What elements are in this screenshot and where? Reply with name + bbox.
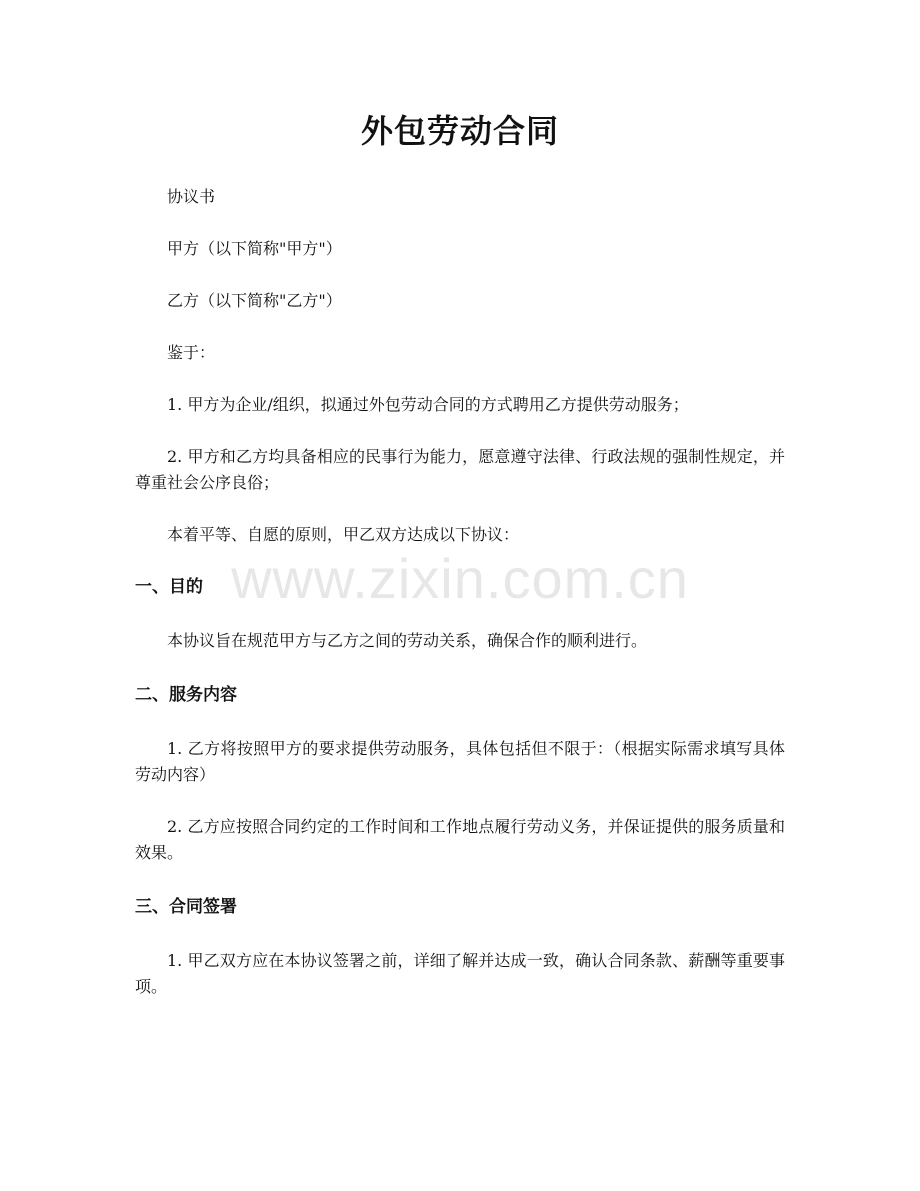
document-title: 外包劳动合同	[360, 112, 559, 150]
service-item-2: 2. 乙方应按照合同约定的工作时间和工作地点履行劳动义务，并保证提供的服务质量和效果。	[135, 817, 785, 862]
party-b-line: 乙方（以下简称"乙方"）	[167, 291, 342, 310]
agreement-label: 协议书	[167, 187, 216, 206]
whereas-item-1: 1. 甲方为企业/组织，拟通过外包劳动合同的方式聘用乙方提供劳动服务；	[167, 395, 689, 414]
watermark: www.zixin.com.cn	[231, 547, 689, 610]
document-body	[135, 184, 785, 1000]
whereas-item-2: 2. 甲方和乙方均具备相应的民事行为能力，愿意遵守法律、行政法规的强制性规定，并尊重社会公序良俗；	[135, 447, 785, 492]
section-heading-contract-signing: 三、合同签署	[135, 897, 237, 917]
whereas-label: 鉴于：	[167, 343, 216, 362]
signing-item-1: 1. 甲乙双方应在本协议签署之前，详细了解并达成一致，确认合同条款、薪酬等重要事项。	[135, 951, 785, 996]
section-heading-service-content: 二、服务内容	[135, 685, 237, 705]
party-a-line: 甲方（以下简称"甲方"）	[167, 239, 342, 258]
agreement-intro: 本着平等、自愿的原则，甲乙双方达成以下协议：	[167, 525, 520, 544]
purpose-paragraph: 本协议旨在规范甲方与乙方之间的劳动关系，确保合作的顺利进行。	[167, 631, 648, 650]
section-heading-purpose: 一、目的	[135, 577, 203, 597]
service-item-1: 1. 乙方将按照甲方的要求提供劳动服务，具体包括但不限于：（根据实际需求填写具体劳动内容）	[135, 739, 785, 784]
